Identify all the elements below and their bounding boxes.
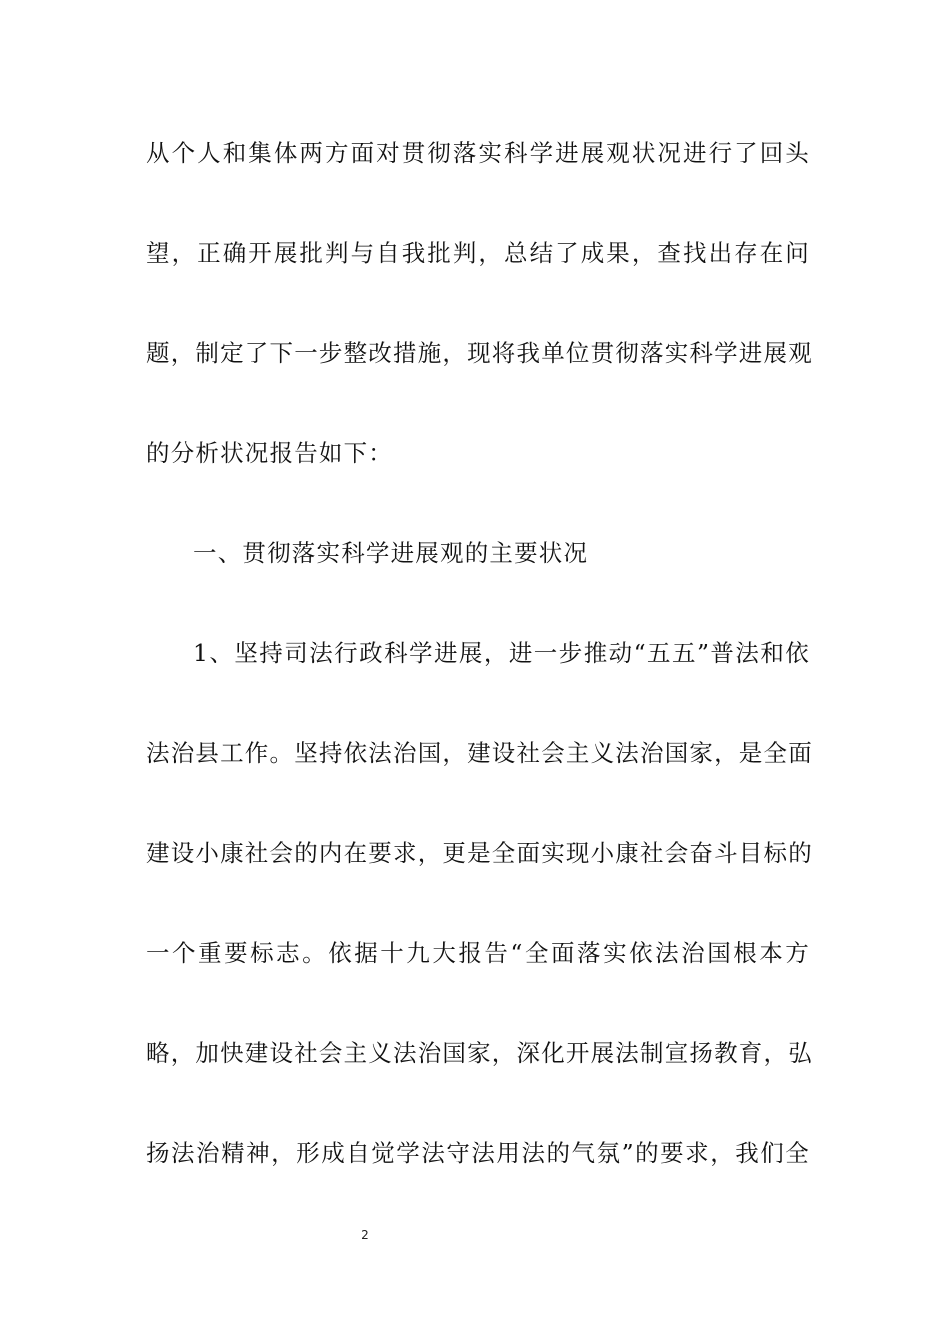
paragraph-line: 扬法治精神，形成自觉学法守法用法的气氛”的要求，我们全	[146, 1139, 810, 1167]
paragraph-line: 略，加快建设社会主义法治国家，深化开展法制宣扬教育，弘	[146, 1039, 813, 1067]
paragraph-line: 建设小康社会的内在要求，更是全面实现小康社会奋斗目标的	[146, 839, 813, 867]
section-heading: 一、贯彻落实科学进展观的主要状况	[193, 539, 589, 567]
paragraph-line: 法治县工作。坚持依法治国，建设社会主义法治国家，是全面	[146, 739, 813, 767]
page-number: 2	[361, 1228, 369, 1242]
paragraph-line: 1、坚持司法行政科学进展，进一步推动“五五”普法和依	[193, 639, 810, 667]
paragraph-line: 的分析状况报告如下：	[146, 439, 393, 467]
paragraph-line: 一个重要标志。依据十九大报告“全面落实依法治国根本方	[146, 939, 810, 967]
paragraph-line: 望，正确开展批判与自我批判，总结了成果，查找出存在问	[146, 239, 810, 267]
paragraph-line: 从个人和集体两方面对贯彻落实科学进展观状况进行了回头	[146, 139, 810, 167]
paragraph-line: 题，制定了下一步整改措施，现将我单位贯彻落实科学进展观	[146, 339, 813, 367]
